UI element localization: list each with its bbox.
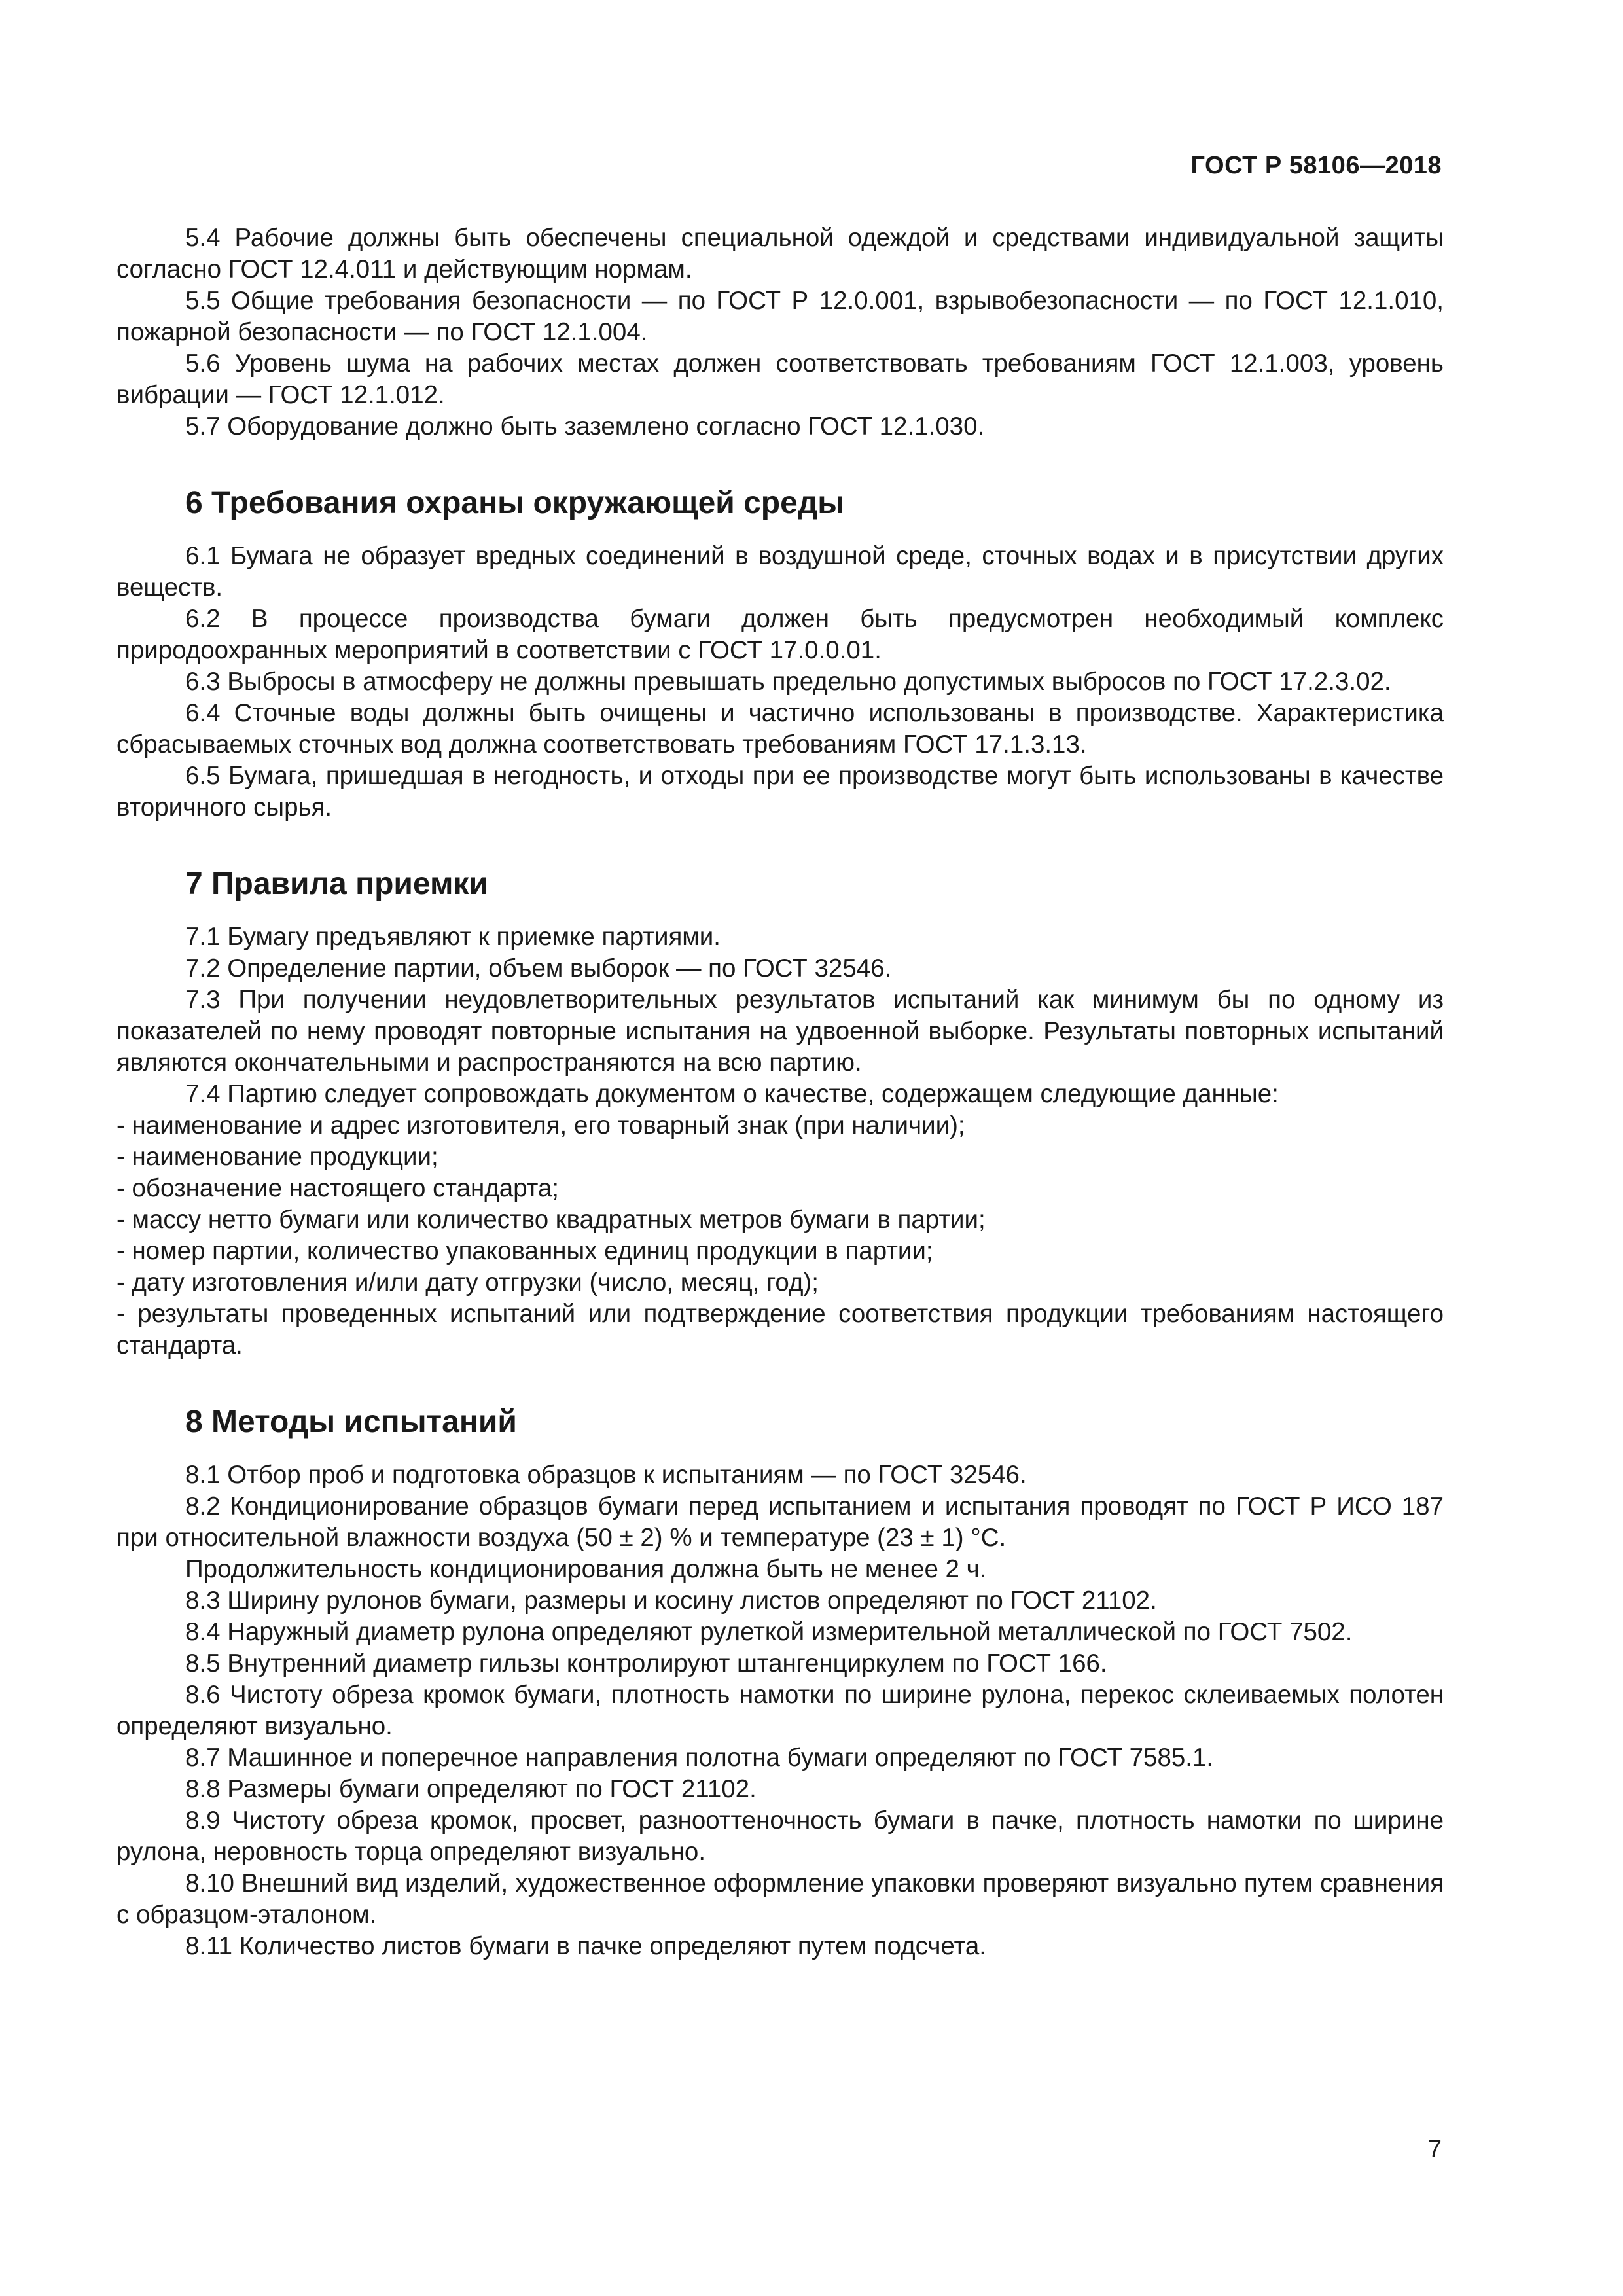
- paragraph-8-8: 8.8 Размеры бумаги определяют по ГОСТ 21102.: [185, 1775, 757, 1803]
- paragraph-8-3: 8.3 Ширину рулонов бумаги, размеры и косину листов определяют по ГОСТ 21102.: [185, 1587, 1157, 1615]
- paragraph-5-5: 5.5 Общие требования безопасности — по ГОСТ Р 12.0.001, взрывобезопасности — по ГОСТ 12.1.010, пожарной безопасности — по ГОСТ 12.1.004.: [116, 287, 1444, 346]
- paragraph-7-4: 7.4 Партию следует сопровождать документом о качестве, содержащем следующие данные:: [185, 1080, 1279, 1108]
- document-body: [116, 223, 1444, 1962]
- list-item: - результаты проведенных испытаний или подтверждение соответствия продукции требованиям настоящего стандарта.: [116, 1300, 1444, 1359]
- paragraph-8-2: 8.2 Кондиционирование образцов бумаги перед испытанием и испытания проводят по ГОСТ Р ИСО 187 при относительной влажности воздуха (50 ± 2) % и температуре (23 ± 1) °С.: [116, 1492, 1444, 1552]
- paragraph-8-4: 8.4 Наружный диаметр рулона определяют рулеткой измерительной металлической по ГОСТ 7502.: [185, 1618, 1353, 1646]
- list-item: - номер партии, количество упакованных единиц продукции в партии;: [116, 1237, 933, 1265]
- list-item: - дату изготовления и/или дату отгрузки (число, месяц, год);: [116, 1268, 819, 1297]
- paragraph-8-5: 8.5 Внутренний диаметр гильзы контролируют штангенциркулем по ГОСТ 166.: [185, 1649, 1107, 1677]
- section-6-title: 6 Требования охраны окружающей среды: [185, 486, 845, 520]
- paragraph-8-10: 8.10 Внешний вид изделий, художественное оформление упаковки проверяют визуально путем сравнения с образцом-эталоном.: [116, 1869, 1444, 1929]
- paragraph-6-1: 6.1 Бумага не образует вредных соединений в воздушной среде, сточных водах и в присутствии других веществ.: [116, 542, 1444, 601]
- list-item: - массу нетто бумаги или количество квадратных метров бумаги в партии;: [116, 1206, 986, 1234]
- paragraph-8-9: 8.9 Чистоту обреза кромок, просвет, разнооттеночность бумаги в пачке, плотность намотки по ширине рулона, неровность торца определяют визуально.: [116, 1806, 1444, 1866]
- paragraph-6-2: 6.2 В процессе производства бумаги должен быть предусмотрен необходимый комплекс природоохранных мероприятий в соответствии с ГОСТ 17.0.0.01.: [116, 605, 1444, 664]
- paragraph-6-3: 6.3 Выбросы в атмосферу не должны превышать предельно допустимых выбросов по ГОСТ 17.2.3.02.: [185, 668, 1391, 696]
- paragraph-7-1: 7.1 Бумагу предъявляют к приемке партиями.: [185, 923, 721, 951]
- paragraph-5-7: 5.7 Оборудование должно быть заземлено согласно ГОСТ 12.1.030.: [185, 412, 985, 440]
- list-item: - наименование продукции;: [116, 1143, 438, 1171]
- paragraph-6-5: 6.5 Бумага, пришедшая в негодность, и отходы при ее производстве могут быть использованы в качестве вторичного сырья.: [116, 762, 1444, 821]
- document-header: ГОСТ Р 58106—2018: [1190, 152, 1442, 179]
- paragraph-7-3: 7.3 При получении неудовлетворительных результатов испытаний как минимум бы по одному из показателей по нему проводят повторные испытания на удвоенной выборке. Результаты повторных испытаний являются окончательными и распространяются на всю партию.: [116, 986, 1444, 1077]
- list-item: - обозначение настоящего стандарта;: [116, 1174, 560, 1202]
- section-7-title: 7 Правила приемки: [185, 867, 489, 901]
- paragraph-5-4: 5.4 Рабочие должны быть обеспечены специальной одеждой и средствами индивидуальной защиты согласно ГОСТ 12.4.011 и действующим нормам.: [116, 224, 1444, 283]
- paragraph-8-2-duration: Продолжительность кондиционирования должна быть не менее 2 ч.: [185, 1555, 987, 1583]
- page-number: 7: [1427, 2136, 1442, 2163]
- paragraph-8-11: 8.11 Количество листов бумаги в пачке определяют путем подсчета.: [185, 1932, 986, 1960]
- paragraph-8-1: 8.1 Отбор проб и подготовка образцов к испытаниям — по ГОСТ 32546.: [185, 1461, 1027, 1489]
- paragraph-8-6: 8.6 Чистоту обреза кромок бумаги, плотность намотки по ширине рулона, перекос склеиваемых полотен определяют визуально.: [116, 1681, 1444, 1740]
- section-8-title: 8 Методы испытаний: [185, 1405, 517, 1439]
- list-item: - наименование и адрес изготовителя, его товарный знак (при наличии);: [116, 1111, 965, 1139]
- paragraph-8-7: 8.7 Машинное и поперечное направления полотна бумаги определяют по ГОСТ 7585.1.: [185, 1744, 1214, 1772]
- paragraph-7-2: 7.2 Определение партии, объем выборок — по ГОСТ 32546.: [185, 954, 892, 982]
- paragraph-6-4: 6.4 Сточные воды должны быть очищены и частично использованы в производстве. Характеристика сбрасываемых сточных вод должна соответствовать требованиям ГОСТ 17.1.3.13.: [116, 699, 1444, 759]
- paragraph-5-6: 5.6 Уровень шума на рабочих местах должен соответствовать требованиям ГОСТ 12.1.003, уровень вибрации — ГОСТ 12.1.012.: [116, 350, 1444, 409]
